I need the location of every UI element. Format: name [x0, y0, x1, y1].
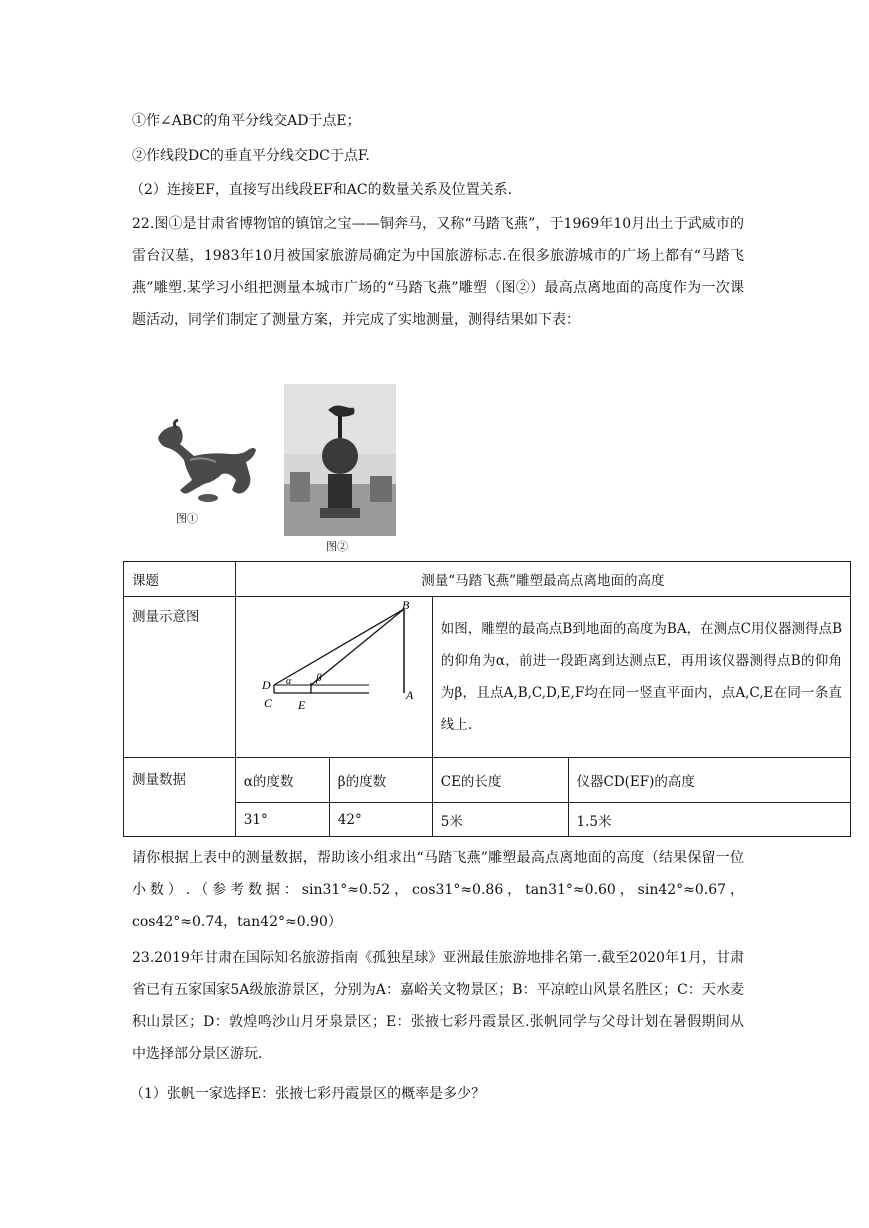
measurement-diagram-cell	[235, 597, 432, 758]
ce-length-header: CE的长度	[432, 758, 568, 803]
diagram-description: 如图，雕塑的最高点B到地面的高度为BA，在测点C用仪器测得点B的仰角为α，前进一段距离到达测点E，再用该仪器测得点B的仰角为β，且点A,B,C,D,E,F均在同一竖直平面内，点A,C,E在同一条直线上.	[432, 597, 850, 758]
step-2-text: ②作线段DC的垂直平分线交DC于点F.	[132, 148, 370, 164]
figure-1-horse-image	[150, 410, 260, 510]
alpha-value: 31°	[235, 803, 329, 837]
measurement-diagram	[236, 597, 431, 753]
question-23-text: 23.2019年甘肃在国际知名旅游指南《孤独星球》亚洲最佳旅游地排名第一.截至2020年1月，甘肃省已有五家国家5A级旅游景区，分别为A：嘉峪关文物景区；B：平凉崆山风景名胜区；C：天水麦积山景区；D：敦煌鸣沙山月牙泉景区；E：张掖七彩丹霞景区.张帆同学与父母计划在暑假期间从中选择部分景区游玩.	[132, 950, 744, 1062]
beta-value: 42°	[329, 803, 432, 837]
alpha-header: α的度数	[235, 758, 329, 803]
topic-value: 测量“马踏飞燕”雕塑最高点离地面的高度	[235, 562, 850, 597]
figure-1-caption: 图①	[176, 512, 198, 525]
question-22-text: 22.图①是甘肃省博物馆的镇馆之宝——铜奔马，又称“马踏飞燕”，于1969年10月出土于武威市的雷台汉墓，1983年10月被国家旅游局确定为中国旅游标志.在很多旅游城市的广场上都有“马踏飞燕”雕塑.某学习小组把测量本城市广场的“马踏飞燕”雕塑（图②）最高点离地面的高度作为一次课题活动，同学们制定了测量方案，并完成了实地测量，测得结果如下表：	[132, 216, 744, 328]
data-label: 测量数据	[124, 758, 236, 837]
step-1-text: ①作∠ABC的角平分线交AD于点E；	[132, 113, 361, 129]
question-22-request: 请你根据上表中的测量数据，帮助该小组求出“马踏飞燕”雕塑最高点离地面的高度（结果保留一位小数）.（参考数据：sin31°≈0.52，cos31°≈0.86，tan31°≈0.60，sin42°≈0.67，cos42°≈0.74，tan42°≈0.90）	[132, 850, 744, 930]
diagram-label: 测量示意图	[124, 597, 236, 758]
label-alpha: α	[285, 676, 292, 687]
ce-length-value: 5米	[432, 803, 568, 837]
label-D: D	[261, 678, 271, 692]
label-B: B	[401, 598, 410, 612]
question-23-part-1: （1）张帆一家选择E：张掖七彩丹霞景区的概率是多少？	[130, 1086, 486, 1102]
label-E: E	[297, 698, 306, 712]
sightline-beta	[311, 609, 404, 685]
figure-2-caption: 图②	[326, 540, 348, 553]
label-C: C	[263, 696, 272, 710]
part-2-text: （2）连接EF，直接写出线段EF和AC的数量关系及位置关系.	[130, 182, 513, 198]
measurement-table	[123, 561, 851, 837]
instrument-height-value: 1.5米	[568, 803, 851, 837]
figure-2-sculpture-image	[284, 384, 396, 536]
topic-label: 课题	[124, 562, 236, 597]
instrument-height-header: 仪器CD(EF)的高度	[568, 758, 851, 803]
beta-header: β的度数	[329, 758, 432, 803]
sightline-alpha	[274, 609, 404, 685]
label-beta: β	[315, 672, 322, 684]
label-A: A	[405, 688, 414, 702]
